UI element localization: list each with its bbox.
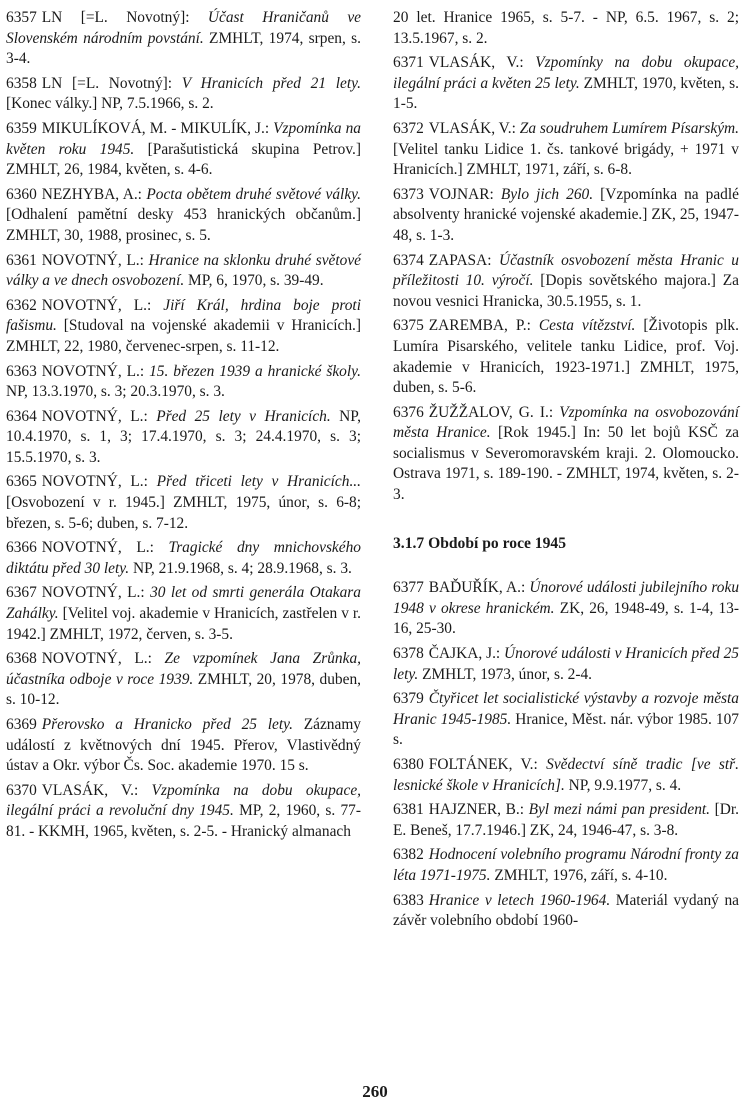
bibliography-entry — [393, 53, 739, 115]
entry-number: 6372 — [393, 119, 424, 137]
bibliography-entry — [393, 8, 739, 49]
entry-before: 20 let. Hranice 1965, s. 5-7. - NP, 6.5. 1967, s. 2; 13.5.1967, s. 2. — [393, 9, 739, 47]
entry-after: ZK, 26, 1948-49, s. 1-4, 13-16, 25-30. — [393, 599, 739, 638]
entry-after: [Studoval na vojenské akademii v Hranicích.] ZMHLT, 22, 1980, červenec-srpen, s. 11-12. — [6, 317, 361, 355]
entry-after: Hranice, Měst. nár. výbor 1985. 107 s. — [393, 710, 739, 749]
bibliography-entry — [6, 472, 361, 534]
entry-after: NP, 13.3.1970, s. 3; 20.3.1970, s. 3. — [6, 383, 225, 401]
bibliography-entry — [393, 119, 739, 181]
entry-before: LN [=L. Novotný]: — [41, 9, 208, 26]
entry-title: Byl mezi námi pan president. — [528, 801, 711, 819]
entry-number: 6364 — [6, 407, 37, 425]
entry-title: Účastník osvobození města Hranic u příležitosti 10. výročí. — [393, 251, 739, 290]
entry-number: 6378 — [393, 645, 424, 663]
entry-number: 6365 — [6, 473, 37, 491]
entry-title: Vzpomínka na dobu okupace, ilegální práci a revoluční dny 1945. — [6, 781, 362, 820]
entry-before: ZAREMBA, P.: — [428, 317, 539, 335]
entry-title: Před třiceti lety v Hranicích... — [156, 473, 361, 491]
right-column-bottom-entries — [393, 578, 739, 932]
entry-before: VLASÁK, V.: — [428, 119, 520, 137]
entry-number: 6358 — [6, 74, 37, 92]
entry-title: Únorové události jubilejního roku 1948 v okrese hranickém. — [393, 579, 740, 617]
right-column-top-entries — [393, 8, 739, 506]
bibliography-entry — [393, 578, 739, 640]
entry-before: NOVOTNÝ, L.: — [41, 296, 164, 314]
entry-title: Únorové události v Hranicích před 25 lety. — [393, 645, 740, 683]
entry-after: NP, 9.9.1977, s. 4. — [564, 776, 682, 794]
entry-number: 6369 — [6, 716, 37, 733]
bibliography-entry — [393, 689, 739, 751]
entry-before: NOVOTNÝ, L.: — [41, 362, 150, 380]
entry-title: Čtyřicet let socialistické výstavby a rozvoje města Hranic 1945-1985. — [393, 690, 739, 728]
entry-title: Před 25 lety v Hranicích. — [156, 407, 331, 425]
entry-title: Účast Hraničanů ve Slovenském národním povstání. — [6, 9, 361, 47]
entry-before: VLASÁK, V.: — [41, 781, 152, 799]
entry-before: VLASÁK, V.: — [428, 54, 536, 72]
entry-title: Vzpomínka na osvobozování města Hranice. — [393, 403, 740, 442]
bibliography-entry — [6, 8, 361, 70]
entry-number: 6367 — [6, 584, 37, 602]
entry-title: Vzpomínka na květen roku 1945. — [6, 119, 361, 158]
entry-number: 6359 — [6, 119, 37, 137]
entry-title: Tragické dny mnichovského diktátu před 30 lety. — [6, 539, 361, 577]
bibliography-entry — [393, 644, 739, 685]
entry-after: ZMHLT, 1974, srpen, s. 3-4. — [6, 29, 361, 68]
entry-after: ZMHLT, 20, 1978, duben, s. 10-12. — [6, 670, 362, 709]
entry-before: NOVOTNÝ, L.: — [41, 473, 157, 491]
entry-number: 6371 — [393, 54, 424, 72]
bibliography-entry — [6, 296, 361, 358]
entry-after: ZMHLT, 1970, květen, s. 1-5. — [393, 74, 740, 113]
bibliography-entry — [6, 119, 361, 181]
entry-number: 6380 — [393, 756, 424, 773]
entry-title: Přerovsko a Hranicko před 25 lety. — [41, 716, 293, 733]
entry-number: 6363 — [6, 362, 37, 380]
bibliography-entry — [6, 715, 361, 777]
entry-before: NEZHYBA, A.: — [41, 185, 147, 203]
entry-after: [Dopis sovětského majora.] Za novou vesnici Hranicka, 30.5.1955, s. 1. — [393, 272, 739, 310]
entry-before: LN [=L. Novotný]: — [41, 74, 182, 92]
entry-after: [Konec války.] NP, 7.5.1966, s. 2. — [6, 95, 214, 113]
entry-before: NOVOTNÝ, L.: — [41, 539, 169, 557]
entry-before: BAĎUŘÍK, A.: — [428, 579, 530, 597]
bibliography-entry — [393, 316, 739, 398]
entry-after: [Parašutistická skupina Petrov.] ZMHLT, 26, 1984, květen, s. 4-6. — [6, 140, 361, 179]
entry-after: MP, 2, 1960, s. 77-81. - KKMH, 1965, květen, s. 2-5. - Hranický almanach — [6, 802, 361, 840]
entry-number: 6360 — [6, 185, 37, 203]
entry-number: 6362 — [6, 296, 37, 314]
entry-title: Cesta vítězství. — [538, 317, 636, 335]
bibliography-entry — [6, 362, 361, 403]
entry-after: Materiál vydaný na závěr volebního období 1960- — [393, 891, 739, 930]
entry-after: ZMHLT, 1973, únor, s. 2-4. — [418, 665, 593, 683]
entry-before: NOVOTNÝ, L.: — [41, 251, 149, 269]
bibliography-entry — [6, 538, 361, 579]
entry-after: [Životopis plk. Lumíra Pisarského, velitele tanku Lidice, prof. Voj. akademie v Hranicích, 1923-1971.] ZMHLT, 1975, duben, s. 5-6. — [393, 317, 739, 397]
bibliography-entry — [6, 407, 361, 469]
entry-number: 6379 — [393, 690, 424, 708]
bibliography-entry — [6, 583, 361, 645]
entry-title: Jiří Král, hrdina boje proti fašismu. — [6, 296, 361, 335]
entry-title: 30 let od smrti generála Otakara Zahálky. — [6, 584, 361, 623]
entry-title: Vzpomínky na dobu okupace, ilegální práci a květen 25 lety. — [393, 54, 739, 92]
entry-before: VOJNAR: — [428, 185, 501, 203]
entry-after: [Vzpomínka na padlé absolventy hranické vojenské akademie.] ZK, 25, 1947-48, s. 1-3. — [393, 185, 739, 244]
bibliography-entry — [393, 403, 739, 506]
bibliography-entry — [6, 251, 361, 292]
entry-number: 6361 — [6, 251, 37, 269]
entry-before: ČAJKA, J.: — [428, 645, 505, 663]
entry-before: MIKULÍKOVÁ, M. - MIKULÍK, J.: — [41, 119, 274, 137]
entry-after: ZMHLT, 1976, září, s. 4-10. — [490, 866, 668, 884]
entry-after: [Osvobození v r. 1945.] ZMHLT, 1975, únor, s. 6-8; březen, s. 5-6; duben, s. 7-12. — [6, 494, 361, 532]
bibliography-entry — [393, 800, 739, 841]
entry-title: Pocta obětem druhé světové války. — [146, 185, 361, 203]
entry-title: Hranice v letech 1960-1964. — [428, 891, 611, 909]
entry-before: ŽUŽŽALOV, G. I.: — [428, 403, 560, 421]
entry-before: NOVOTNÝ, L.: — [41, 650, 165, 668]
bibliography-entry — [6, 781, 361, 843]
entry-after: Záznamy událostí z květnových dní 1945. Přerov, Vlastivědný ústav a Okr. výbor Čs. Soc. akademie 1970. 15 s. — [6, 716, 361, 775]
entry-before: NOVOTNÝ, L.: — [41, 407, 157, 425]
entry-title: Ze vzpomínek Jana Zrůnka, účastníka odboje v roce 1939. — [6, 650, 361, 688]
entry-number: 6381 — [393, 801, 424, 819]
entry-title: Hodnocení volebního programu Národní fronty za léta 1971-1975. — [393, 846, 739, 884]
entry-number: 6382 — [393, 846, 424, 864]
entry-number: 6368 — [6, 650, 37, 668]
bibliography-entry — [6, 649, 361, 711]
entry-title: Za soudruhem Lumírem Písarským. — [519, 119, 739, 137]
entry-number: 6383 — [393, 891, 424, 909]
entry-after: [Velitel tanku Lidice 1. čs. tankové brigády, + 1971 v Hranicích.] ZMHLT, 1971, září, s. 6-8. — [393, 140, 739, 179]
entry-after: [Velitel voj. akademie v Hranicích, zastřelen v r. 1942.] ZMHLT, 1972, červen, s. 3-5. — [6, 605, 361, 643]
entry-after: [Dr. E. Beneš, 17.7.1946.] ZK, 24, 1946-47, s. 3-8. — [393, 801, 739, 839]
entry-before: HAJZNER, B.: — [428, 801, 529, 819]
entry-title: Bylo jich 260. — [500, 185, 594, 203]
left-column — [6, 8, 361, 847]
bibliography-entry — [393, 185, 739, 247]
entry-number: 6357 — [6, 9, 37, 26]
bibliography-entry — [6, 74, 361, 115]
entry-title: V Hranicích před 21 lety. — [181, 74, 361, 92]
entry-before: ZAPASA: — [428, 251, 499, 269]
section-heading: 3.1.7 Období po roce 1945 — [393, 534, 566, 552]
bibliography-entry — [393, 755, 739, 796]
entry-number: 6375 — [393, 317, 424, 335]
entry-before: NOVOTNÝ, L.: — [41, 584, 151, 602]
entry-number: 6376 — [393, 403, 424, 421]
entry-after: [Rok 1945.] In: 50 let bojů KSČ za socialismus v Severomoravském kraji. 2. Olomoucko. Ostrava 1971, s. 189-190. - ZMHLT, 1974, květen, s. 2-3. — [393, 424, 739, 504]
bibliography-entry — [6, 185, 361, 247]
entry-after: NP, 10.4.1970, s. 1, 3; 17.4.1970, s. 3; 24.4.1970, s. 3; 15.5.1970, s. 3. — [6, 407, 361, 466]
entry-title: Hranice na sklonku druhé světové války a ve dnech osvobození. — [6, 251, 361, 290]
right-column — [393, 8, 739, 936]
page-number: 260 — [362, 1082, 388, 1101]
entry-number: 6374 — [393, 251, 424, 269]
entry-after: NP, 21.9.1968, s. 4; 28.9.1968, s. 3. — [129, 559, 352, 577]
entry-number: 6377 — [393, 579, 424, 597]
entry-number: 6366 — [6, 539, 37, 557]
entry-title: Svědectví síně tradic [ve stř. lesnické škole v Hranicích]. — [393, 756, 739, 794]
entry-after: MP, 6, 1970, s. 39-49. — [184, 272, 324, 290]
bibliography-entry — [393, 845, 739, 886]
entry-number: 6373 — [393, 185, 424, 203]
bibliography-entry — [393, 251, 739, 313]
entry-number: 6370 — [6, 781, 37, 799]
entry-title: 15. březen 1939 a hranické školy. — [149, 362, 361, 380]
entry-after: [Odhalení pamětní desky 453 hranických občanům.] ZMHLT, 30, 1988, prosinec, s. 5. — [6, 206, 361, 244]
entry-before: FOLTÁNEK, V.: — [428, 756, 547, 773]
bibliography-entry — [393, 891, 739, 932]
